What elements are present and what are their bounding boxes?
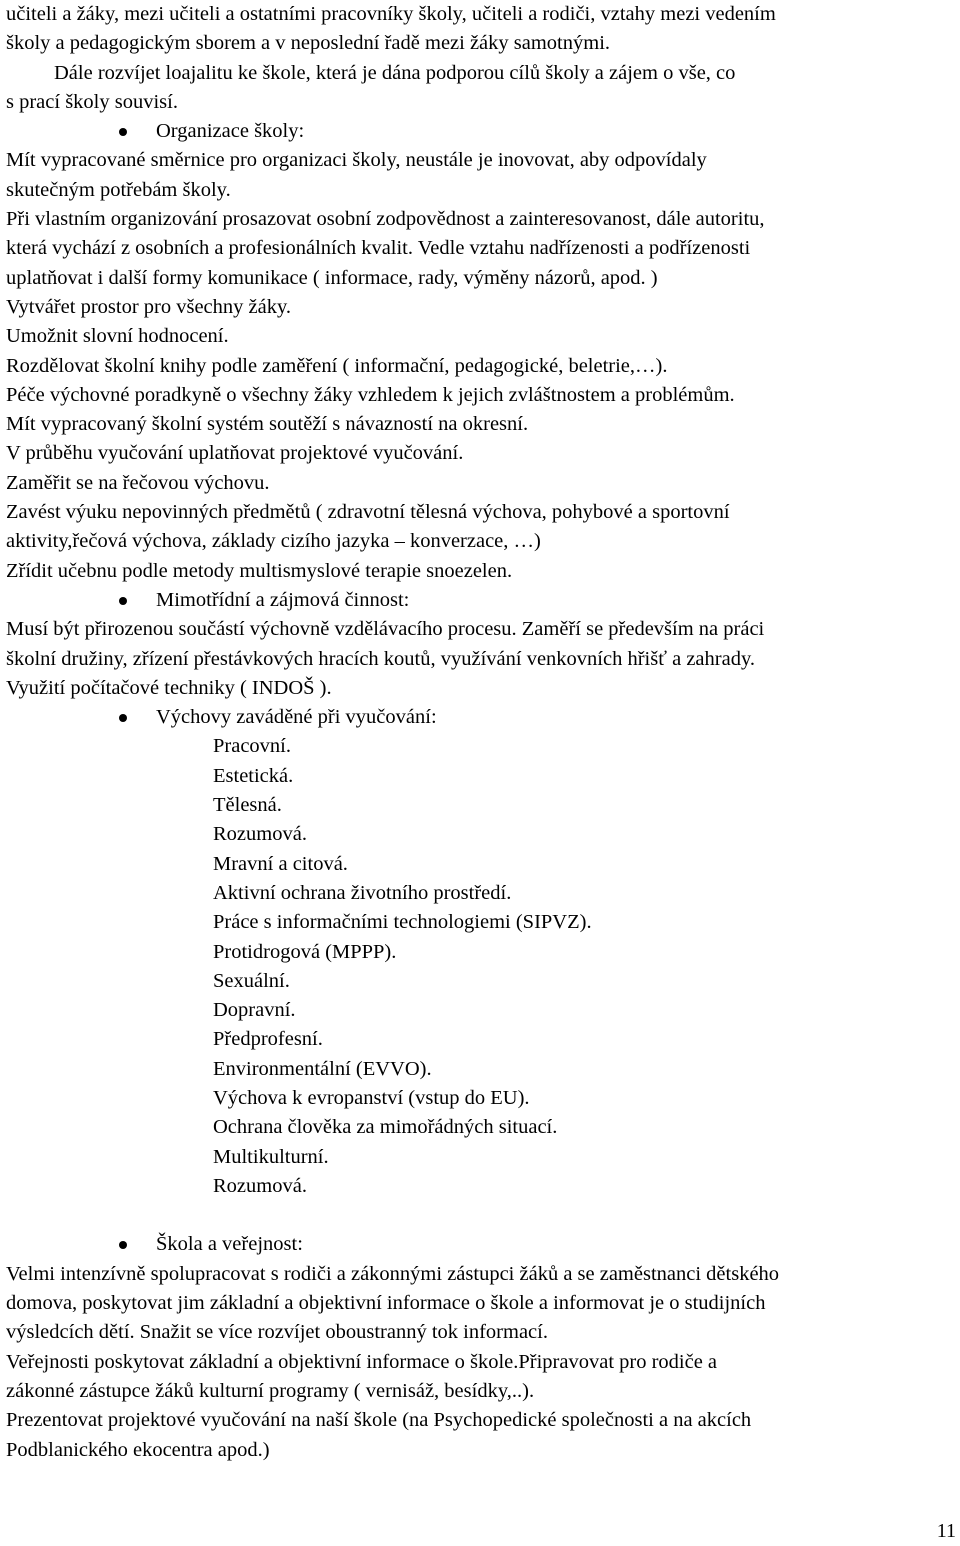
bullet-icon xyxy=(119,597,127,605)
list-item: Multikulturní. xyxy=(213,1145,329,1168)
loyalty-line: Dále rozvíjet loajalitu ke škole, která je dána podporou cílů školy a zájem o vše, co xyxy=(54,61,736,84)
list-item: Ochrana člověka za mimořádných situací. xyxy=(213,1116,558,1139)
list-item: Rozumová. xyxy=(213,1174,307,1197)
loyalty-line: s prací školy souvisí. xyxy=(6,90,178,113)
organization-line: Mít vypracované směrnice pro organizaci školy, neustále je inovovat, aby odpovídaly xyxy=(6,149,707,172)
education-types-heading xyxy=(6,703,956,732)
intro-line: školy a pedagogickým sborem a v neposlední řadě mezi žáky samotnými. xyxy=(6,32,611,55)
extracurricular-line: Musí být přirozenou součástí výchovně vzdělávacího procesu. Zaměří se především na práci xyxy=(6,618,765,641)
organization-line: Rozdělovat školní knihy podle zaměření ( informační, pedagogické, beletrie,…). xyxy=(6,354,668,377)
list-item: Výchova k evropanství (vstup do EU). xyxy=(213,1086,530,1109)
organization-line: aktivity,řečová výchova, základy cizího jazyka – konverzace, …) xyxy=(6,530,541,553)
public-line: výsledcích dětí. Snažit se více rozvíjet oboustranný tok informací. xyxy=(6,1321,548,1344)
list-item: Tělesná. xyxy=(213,794,282,817)
public-heading xyxy=(6,1230,956,1259)
organization-line: Mít vypracovaný školní systém soutěží s návazností na okresní. xyxy=(6,413,529,436)
bullet-icon xyxy=(119,128,127,136)
public-line: Podblanického ekocentra apod.) xyxy=(6,1438,270,1461)
public-heading-text: Škola a veřejnost: xyxy=(156,1233,303,1256)
list-item: Aktivní ochrana životního prostředí. xyxy=(213,881,512,904)
list-item: Mravní a citová. xyxy=(213,852,348,875)
bullet-icon xyxy=(119,714,127,722)
public-line: Prezentovat projektové vyučování na naší škole (na Psychopedické společnosti a na akcích xyxy=(6,1409,752,1432)
education-types-list xyxy=(6,732,956,1201)
extracurricular-line: Využití počítačové techniky ( INDOŠ ). xyxy=(6,676,332,699)
organization-line: Zaměřit se na řečovou výchovu. xyxy=(6,471,270,494)
list-item: Estetická. xyxy=(213,764,294,787)
public-line: Veřejnosti poskytovat základní a objektivní informace o škole.Připravovat pro rodiče a xyxy=(6,1350,718,1373)
document-page xyxy=(6,0,956,1465)
education-types-heading-text: Výchovy zaváděné při vyučování: xyxy=(156,706,437,729)
page-number: 11 xyxy=(936,1520,956,1542)
list-item: Práce s informačními technologiemi (SIPVZ). xyxy=(213,911,592,934)
organization-line: Péče výchovné poradkyně o všechny žáky vzhledem k jejich zvláštnostem a problémům. xyxy=(6,383,735,406)
public-line: zákonné zástupce žáků kulturní programy ( vernisáž, besídky,..). xyxy=(6,1379,535,1402)
extracurricular-line: školní družiny, zřízení přestávkových hracích koutů, využívání venkovních hřišť a zahrady. xyxy=(6,647,755,670)
section-spacer xyxy=(6,1201,956,1230)
list-item: Protidrogová (MPPP). xyxy=(213,940,397,963)
organization-line: Zřídit učebnu podle metody multismyslové terapie snoezelen. xyxy=(6,559,513,582)
list-item: Sexuální. xyxy=(213,969,290,992)
organization-heading xyxy=(6,117,956,146)
bullet-icon xyxy=(119,1241,127,1249)
list-item: Dopravní. xyxy=(213,999,296,1022)
organization-line: která vychází z osobních a profesionálních kvalit. Vedle vztahu nadřízenosti a podřízenosti xyxy=(6,237,751,260)
public-line: domova, poskytovat jim základní a objektivní informace o škole a informovat je o studijních xyxy=(6,1292,766,1315)
list-item: Předprofesní. xyxy=(213,1028,323,1051)
organization-line: V průběhu vyučování uplatňovat projektové vyučování. xyxy=(6,442,464,465)
public-line: Velmi intenzívně spolupracovat s rodiči a zákonnými zástupci žáků a se zaměstnanci dětského xyxy=(6,1262,780,1285)
list-item: Pracovní. xyxy=(213,735,291,758)
organization-heading-text: Organizace školy: xyxy=(156,120,305,143)
list-item: Rozumová. xyxy=(213,823,307,846)
intro-line: učiteli a žáky, mezi učiteli a ostatními pracovníky školy, učiteli a rodiči, vztahy mezi vedením xyxy=(6,3,776,25)
organization-line: skutečným potřebám školy. xyxy=(6,178,231,201)
organization-line: Vytvářet prostor pro všechny žáky. xyxy=(6,295,292,318)
extracurricular-heading xyxy=(6,586,956,615)
extracurricular-heading-text: Mimotřídní a zájmová činnost: xyxy=(156,588,410,611)
organization-line: Umožnit slovní hodnocení. xyxy=(6,325,229,348)
organization-line: uplatňovat i další formy komunikace ( informace, rady, výměny názorů, apod. ) xyxy=(6,266,658,289)
organization-line: Zavést výuku nepovinných předmětů ( zdravotní tělesná výchova, pohybové a sportovní xyxy=(6,501,730,524)
organization-line: Při vlastním organizování prosazovat osobní zodpovědnost a zainteresovanost, dále autoritu, xyxy=(6,208,765,231)
list-item: Environmentální (EVVO). xyxy=(213,1057,432,1080)
